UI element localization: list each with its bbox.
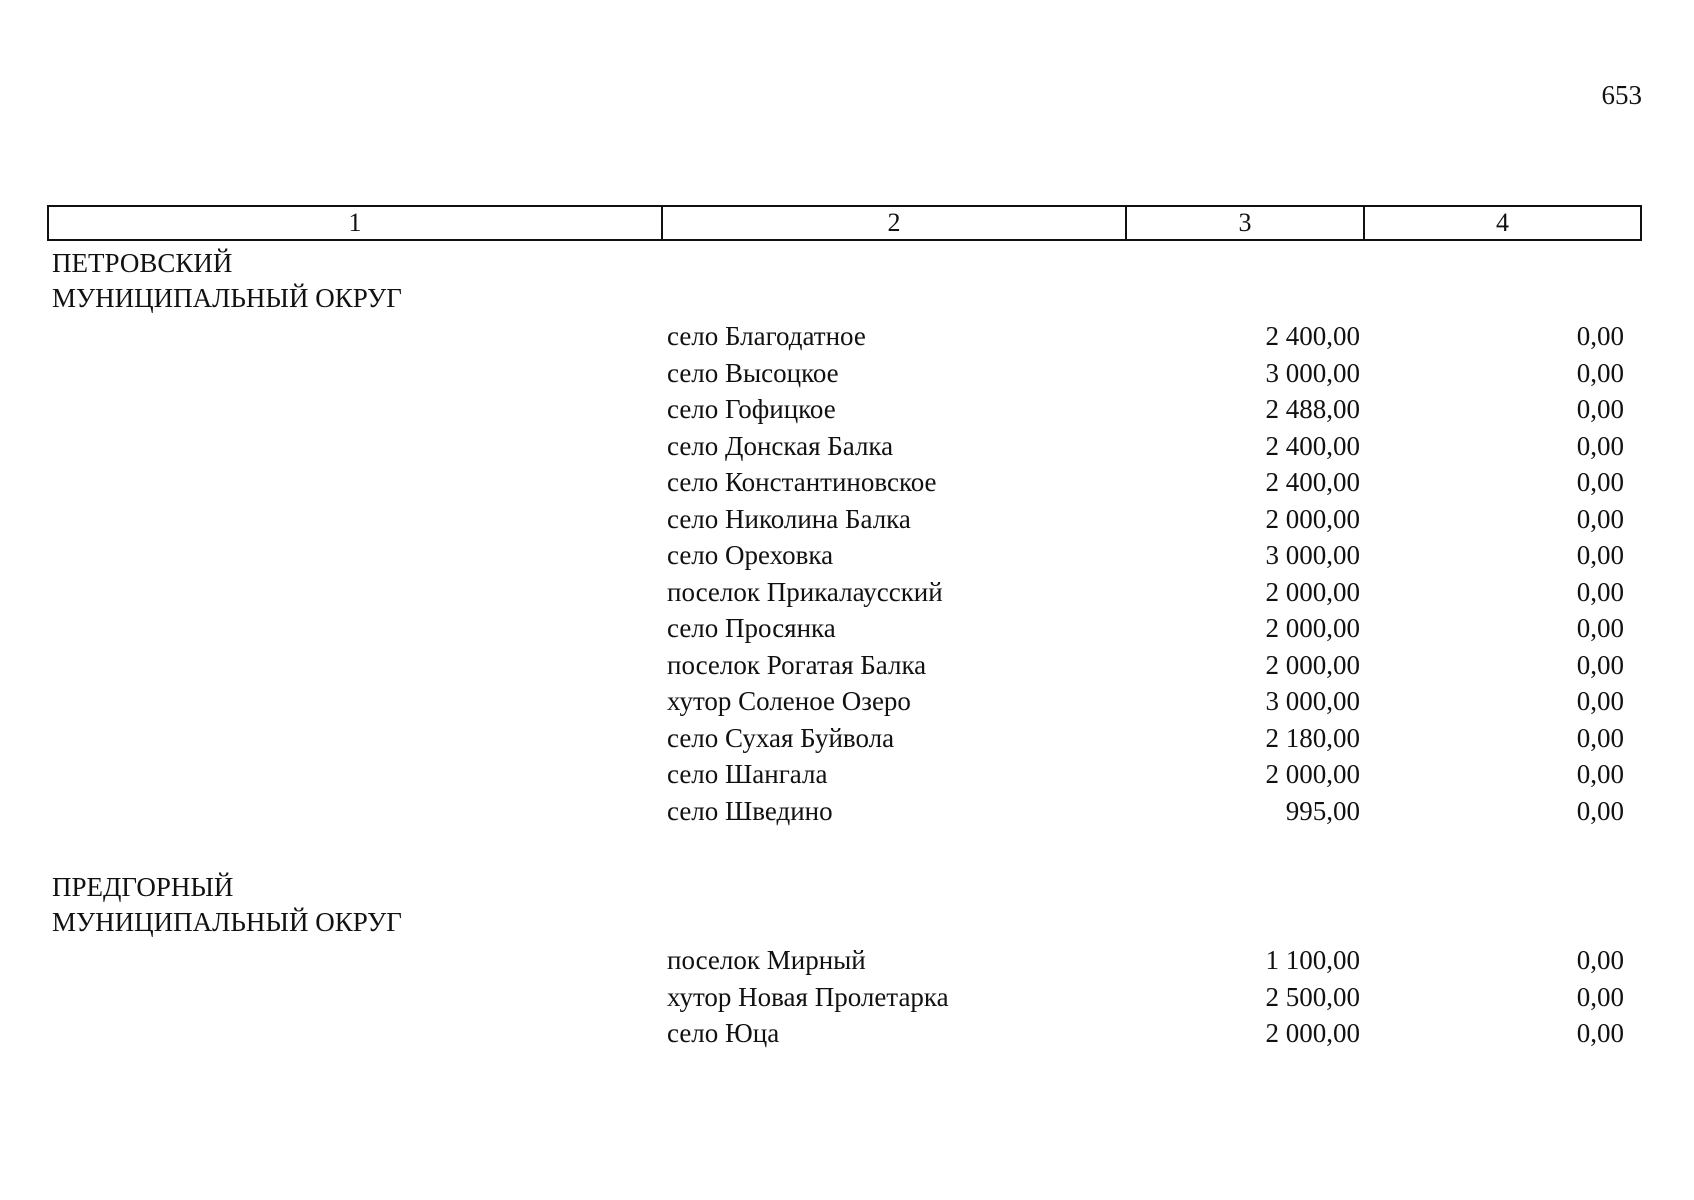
value-column-4: 0,00: [1576, 1018, 1624, 1048]
table-row: [0, 391, 1694, 428]
section-predgorny: [0, 870, 1694, 1052]
value-column-3: 2 000,00: [1265, 613, 1360, 643]
settlement-name: поселок Прикалаусский: [667, 576, 943, 607]
value-column-4: 0,00: [1576, 686, 1624, 716]
table-row: [0, 355, 1694, 392]
table-row: [0, 1015, 1694, 1052]
settlement-name: село Николина Балка: [667, 503, 911, 534]
table-row: [0, 756, 1694, 793]
value-column-3: 1 100,00: [1265, 945, 1360, 975]
section-title-line: МУНИЦИПАЛЬНЫЙ ОКРУГ: [52, 283, 402, 313]
value-column-3: 2 000,00: [1265, 759, 1360, 789]
value-column-3: 995,00: [1285, 795, 1360, 826]
value-column-3: 2 500,00: [1265, 981, 1360, 1012]
section-petrovsky: [0, 246, 1694, 829]
settlement-name: село Просянка: [667, 613, 836, 643]
table-row: [0, 793, 1694, 830]
table-row: [0, 318, 1694, 355]
table-header: [47, 205, 1642, 241]
value-column-3: 2 180,00: [1265, 722, 1360, 753]
value-column-4: 0,00: [1576, 540, 1624, 570]
settlement-name: поселок Мирный: [667, 945, 866, 975]
table-row: [0, 464, 1694, 501]
value-column-4: 0,00: [1576, 945, 1624, 975]
settlement-name: село Юца: [667, 1018, 780, 1048]
section-title-line: ПРЕДГОРНЫЙ: [52, 872, 234, 902]
value-column-4: 0,00: [1576, 576, 1624, 607]
settlement-name: хутор Новая Пролетарка: [667, 981, 949, 1012]
value-column-3: 3 000,00: [1265, 540, 1360, 570]
settlement-name: село Константиновское: [667, 467, 937, 497]
value-column-4: 0,00: [1576, 981, 1624, 1012]
section-rows: [0, 942, 1694, 1052]
value-column-3: 3 000,00: [1265, 686, 1360, 716]
table-row: [0, 942, 1694, 979]
value-column-3: 2 000,00: [1265, 576, 1360, 607]
table-row: [0, 647, 1694, 684]
settlement-name: село Благодатное: [667, 321, 866, 351]
value-column-3: 2 000,00: [1265, 649, 1360, 680]
section-title: [0, 246, 532, 316]
value-column-4: 0,00: [1576, 503, 1624, 534]
value-column-3: 2 400,00: [1265, 467, 1360, 497]
table-row: [0, 610, 1694, 647]
value-column-3: 2 000,00: [1265, 503, 1360, 534]
settlement-name: село Высоцкое: [667, 357, 839, 388]
column-header-2: 2: [663, 207, 1127, 239]
value-column-4: 0,00: [1576, 357, 1624, 388]
value-column-4: 0,00: [1576, 394, 1624, 424]
section-rows: [0, 318, 1694, 829]
column-header-1: 1: [49, 207, 663, 239]
table-row: [0, 574, 1694, 611]
section-title-line: МУНИЦИПАЛЬНЫЙ ОКРУГ: [52, 907, 402, 937]
value-column-4: 0,00: [1576, 321, 1624, 351]
settlement-name: село Донская Балка: [667, 430, 894, 461]
value-column-3: 3 000,00: [1265, 357, 1360, 388]
column-header-3: 3: [1127, 207, 1365, 239]
settlement-name: село Гофицкое: [667, 394, 836, 424]
table-row: [0, 720, 1694, 757]
value-column-3: 2 400,00: [1265, 430, 1360, 461]
value-column-3: 2 000,00: [1265, 1018, 1360, 1048]
table-row: [0, 537, 1694, 574]
table-row: [0, 428, 1694, 465]
value-column-4: 0,00: [1576, 613, 1624, 643]
value-column-4: 0,00: [1576, 795, 1624, 826]
settlement-name: село Шведино: [667, 795, 833, 826]
value-column-4: 0,00: [1576, 722, 1624, 753]
section-title-line: ПЕТРОВСКИЙ: [52, 248, 233, 278]
page-number: 653: [1601, 80, 1642, 110]
table-row: [0, 979, 1694, 1016]
settlement-name: поселок Рогатая Балка: [667, 649, 927, 680]
table-row: [0, 501, 1694, 538]
value-column-4: 0,00: [1576, 430, 1624, 461]
settlement-name: село Ореховка: [667, 540, 834, 570]
settlement-name: хутор Соленое Озеро: [667, 686, 911, 716]
value-column-4: 0,00: [1576, 759, 1624, 789]
value-column-4: 0,00: [1576, 467, 1624, 497]
settlement-name: село Сухая Буйвола: [667, 722, 895, 753]
settlement-name: село Шангала: [667, 759, 828, 789]
column-header-4: 4: [1496, 208, 1509, 237]
value-column-3: 2 400,00: [1265, 321, 1360, 351]
section-title: [0, 870, 532, 940]
value-column-3: 2 488,00: [1265, 394, 1360, 424]
value-column-4: 0,00: [1576, 649, 1624, 680]
table-row: [0, 683, 1694, 720]
